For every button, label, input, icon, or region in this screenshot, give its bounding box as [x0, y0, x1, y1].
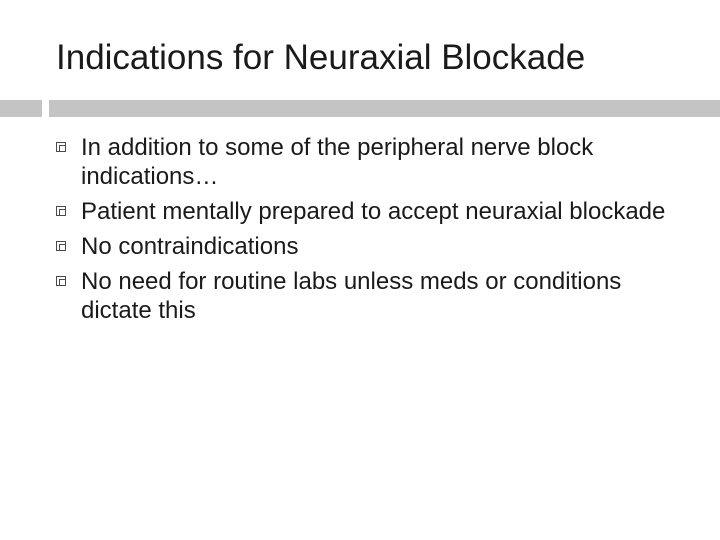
bullet-text: No contraindications	[81, 233, 299, 260]
title-divider-right	[49, 100, 720, 117]
bullet-text: No need for routine labs unless meds or conditions dictate this	[81, 268, 622, 324]
bullet-item	[56, 197, 676, 226]
title-divider-left	[0, 100, 42, 117]
bullet-list	[56, 133, 676, 331]
bullet-item	[56, 133, 676, 191]
square-bullet-icon	[56, 241, 66, 251]
bullet-item	[56, 232, 676, 261]
slide-title: Indications for Neuraxial Blockade	[56, 38, 586, 77]
bullet-text: Patient mentally prepared to accept neuraxial blockade	[81, 198, 666, 225]
square-bullet-icon	[56, 276, 66, 286]
bullet-text: In addition to some of the peripheral nerve block indications…	[81, 134, 594, 190]
square-bullet-icon	[56, 206, 66, 216]
bullet-item	[56, 267, 676, 325]
square-bullet-icon	[56, 142, 66, 152]
